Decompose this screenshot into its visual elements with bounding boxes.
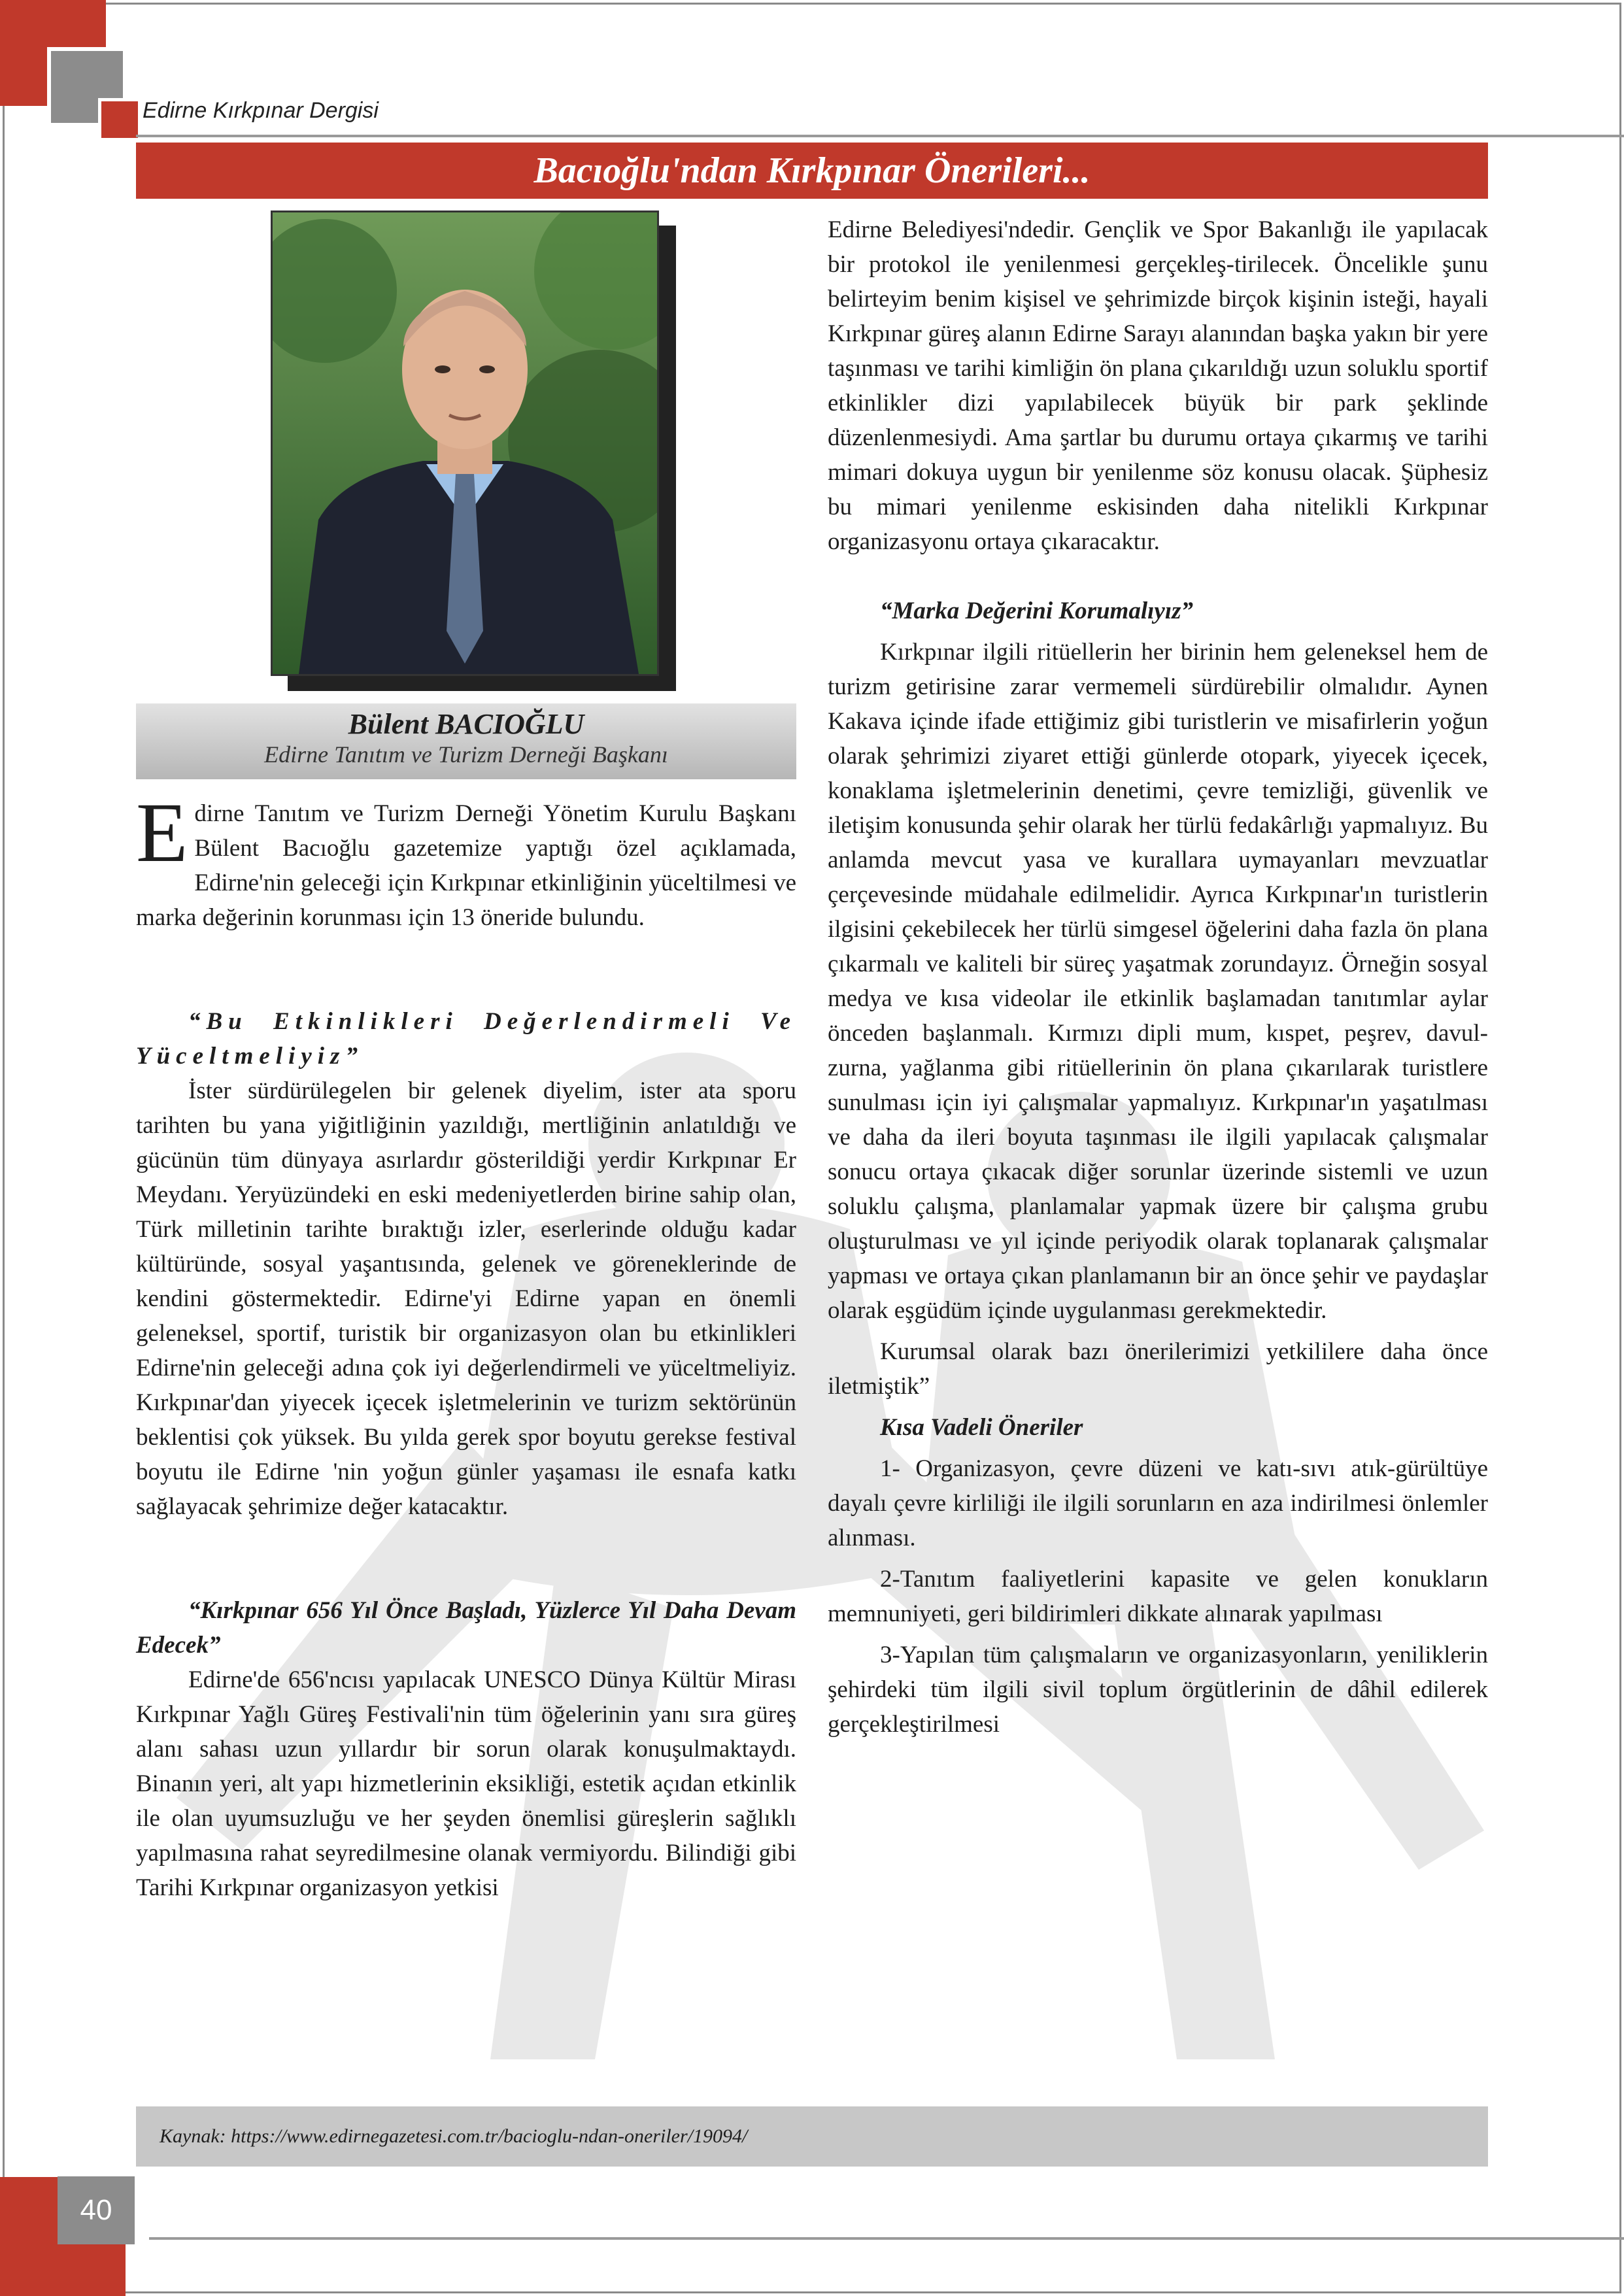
left-column — [136, 786, 796, 1905]
portrait-illustration — [273, 212, 657, 674]
caption-role: Edirne Tanıtım ve Turizm Derneği Başkanı — [264, 741, 668, 768]
paragraph-8: 3-Yapılan tüm çalışmaların ve organizasyonların, yeniliklerin şehirdeki tüm ilgili sivil toplum örgütlerinin de dâhil edilerek gerçekleştirilmesi — [828, 1642, 1488, 1738]
paragraph-1: İster sürdürülegelen bir gelenek diyelim, ister ata sporu tarihten bu yana yiğitliğinin yazıldığı, mertliğinin anlatıldığı ve gücünün tüm dünyaya asırlardır gösterildiği yerdir Kırkpınar Er Meydanı. Yeryüzündeki en eski medeniyetlerden birine sahip olan, Türk milletinin tarihte bıraktığı izler, eserlerinde olduğu kadar kültüründe, sosyal yaşantısında, gelenek ve göreneklerinde de kendini göstermektedir. Edirne'yi Edirne yapan en önemli geleneksel, sportif, turistik bir organizasyon olan bu etkinlikleri Edirne'nin geleceği adına çok iyi değerlendirmeli ve yüceltmeliyiz. Kırkpınar'dan yiyecek içecek işletmelerinin ve turizm sektörünün beklentisi çok yüksek. Bu yılda gerek spor boyutu gerekse festival boyutu ile Edirne 'nin yoğun günler yaşaması ile esnafa katkı sağlayacak şehrimize değer katacaktır. — [136, 1077, 796, 1520]
magazine-name: Edirne Kırkpınar Dergisi — [143, 98, 379, 123]
intro-text: dirne Tanıtım ve Turizm Derneği Yönetim Kurulu Başkanı Bülent Bacıoğlu gazetemize yaptığı özel açıklamada, Edirne'nin geleceği için Kırkpınar etkinliğinin yüceltilmesi ve marka değerinin korunması için 13 öneride bulundu. — [136, 800, 796, 931]
source-note: Kaynak: https://www.edirnegazetesi.com.tr/bacioglu-ndan-oneriler/19094/ — [136, 2106, 1488, 2167]
footer-rule — [149, 2237, 1624, 2240]
paragraph-7: 2-Tanıtım faaliyetlerini kapasite ve gelen konukların memnuniyeti, geri bildirimleri dikkate alınarak yapılması — [828, 1566, 1488, 1627]
subheading-3: “Marka Değerini Korumalıyız” — [880, 598, 1193, 624]
article-title: Bacıoğlu'ndan Kırkpınar Önerileri... — [136, 143, 1488, 199]
drop-cap: E — [136, 786, 188, 880]
right-column — [828, 212, 1488, 1742]
paragraph-3: Edirne Belediyesi'ndedir. Gençlik ve Spor Bakanlığı ile yapılacak bir protokol ile yenilenmesi gerçekleş-tirilecek. Öncelikle şunu belirteyim benim kişisel ve şehrimizde birçok kişinin isteği, hayali Kırkpınar güreş alanın Edirne Sarayı alanından başka yakın bir yere taşınması ve tarihi kimliğin ön plana çıkarıldığı uzun soluklu sportif etkinlikler dizi yapılabilecek büyük bir park şeklinde düzenlenmesiydi. Ama şartlar bu durumu ortaya çıkarmış ve tarihi mimari dokuya uygun bir yenilenme söz konusu olacak. Şüphesiz bu mimari yenilenme eskisinden daha nitelikli Kırkpınar organizasyonu ortaya çıkaracaktır. — [828, 216, 1488, 555]
page-number: 40 — [58, 2176, 135, 2244]
caption-name: Bülent BACIOĞLU — [348, 708, 584, 740]
subheading-2: “Kırkpınar 656 Yıl Önce Başladı, Yüzlerce Yıl Daha Devam Edecek” — [136, 1597, 796, 1659]
subheading-1: “Bu Etkinlikleri Değerlendirmeli Ve Yüceltmeliyiz” — [136, 1008, 796, 1070]
paragraph-5: Kurumsal olarak bazı önerilerimizi yetkililere daha önce iletmiştik” — [828, 1338, 1488, 1400]
header-rule — [136, 135, 1624, 137]
paragraph-2: Edirne'de 656'ncısı yapılacak UNESCO Dünya Kültür Mirası Kırkpınar Yağlı Güreş Festivali'nin tüm öğelerinin yanı sıra güreş alanı sahası uzun yıllardır bir sorun olarak konuşulmaktaydı. Binanın yeri, alt yapı hizmetlerinin eksikliği, estetik açıdan etkinlik ile olan uyumsuzluğu ve her şeyden önemlisi güreşlerin sağlıklı yapılmasına rahat seyredilmesine olanak vermiyordu. Bilindiği gibi Tarihi Kırkpınar organizasyon yetkisi — [136, 1666, 796, 1901]
subheading-4: Kısa Vadeli Öneriler — [880, 1414, 1083, 1441]
paragraph-6: 1- Organizasyon, çevre düzeni ve katı-sıvı atık-gürültüye dayalı çevre kirliliği ile ilgili sorunların en aza indirilmesi önlemler alınması. — [828, 1455, 1488, 1551]
photo-caption — [136, 703, 796, 779]
corner-decoration-red-small — [98, 98, 141, 141]
intro-paragraph — [136, 786, 796, 935]
portrait-photo — [271, 211, 659, 676]
paragraph-4: Kırkpınar ilgili ritüellerin her birinin hem geleneksel hem de turizm getirisine zarar vermemeli sürdürebilir olmalıdır. Aynen Kakava içinde ifade ettiğimiz gibi turistlerin ve misafirlerin yoğun olarak şehrimizi ziyaret ettiği günlerde otopark, yiyecek içecek, konaklama işletmelerinin denetimi, çevre temizliği, güvenlik ve iletişim konusunda şehir olarak her türlü fedakârlığı yapmalıyız. Bu anlamda mevcut yasa ve kurallara uymayanları mevzuatlar çerçevesinde müdahale edilmelidir. Ayrıca Kırkpınar'ın turistlerin ilgisini çekebilecek her türlü simgesel öğelerini daha fazla ön plana çıkarmalı ve kaliteli bir süreç yaşatmak zorundayız. Örneğin sosyal medya ve kısa videolar ile etkinlik başlamadan tanıtımlar aylar önceden başlanmalı. Kırmızı dipli mum, kıspet, peşrev, davul-zurna, yağlanma gibi ritüellerinin ön plana çıkarılarak turistlere sunulması için iyi çalışmalar yapmalıyız. Kırkpınar'ın yaşatılması ve daha da ileri boyuta taşınması ile ilgili yapılacak çalışmalar sonucu ortaya çıkacak diğer sorunlar üzerinde sistemli ve uzun soluklu çalışma, planlamalar yapmak üzere bir çalışma grubu oluşturulması ve yıl içinde periyodik olarak toplanarak çalışmalar yapması ve ortaya çıkan planlamanın bir an önce şehir ve paydaşlar olarak eşgüdüm içinde uygulanması gerekmektedir. — [828, 639, 1488, 1324]
